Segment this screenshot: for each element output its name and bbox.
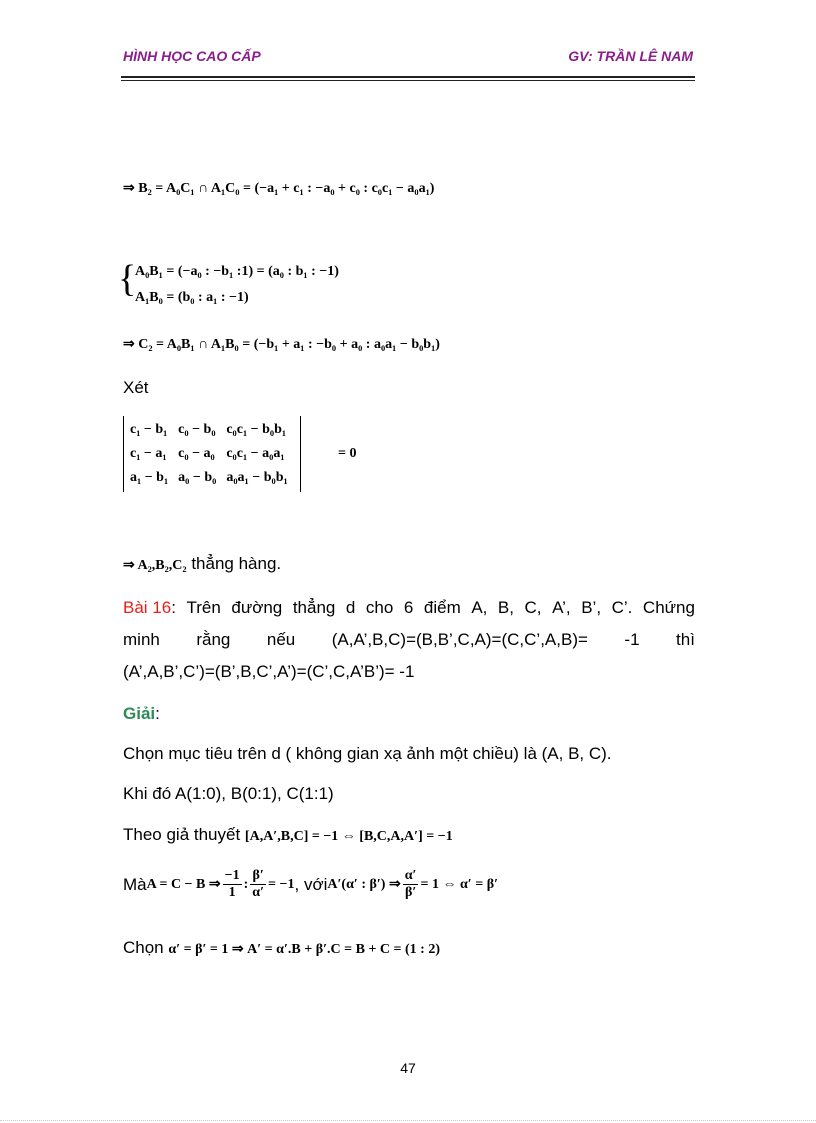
determinant-cell: c₁ − a₁ [130, 446, 167, 461]
xet-label: Xét [123, 378, 149, 397]
word: Chứng [642, 598, 695, 617]
word: rằng [196, 630, 231, 649]
word: đường [231, 598, 283, 617]
problem-line-2 [123, 624, 695, 656]
header-right-author: GV: TRẦN LÊ NAM [568, 48, 693, 64]
line4-text-1: Mà [123, 874, 147, 894]
solution-line-2: Khi đó A(1:0), B(0:1), C(1:1) [123, 784, 334, 803]
word: cho [365, 598, 394, 617]
word: A’, [552, 598, 571, 617]
fraction-2 [250, 868, 266, 901]
line5-text: Chọn [123, 938, 169, 957]
determinant-cell: a₁ − b₁ [130, 470, 169, 485]
page-number: 47 [400, 1060, 416, 1076]
line4-text-2: , với [294, 874, 328, 894]
header-rule-thick [121, 76, 695, 78]
problem-16 [123, 592, 695, 688]
line4-math-3: A′(α′ : β′) ⇒ [327, 877, 401, 892]
word: điểm [423, 598, 461, 617]
fraction-3-den: β′ [404, 885, 417, 900]
collinear-text: thẳng hàng. [186, 554, 282, 573]
line3-math: [A,A′,B,C] = −1 ⇔ [B,C,A,A′] = −1 [244, 829, 453, 844]
solution-line-5 [123, 938, 440, 958]
solution-line-4 [123, 868, 498, 901]
solution-title: Giải [123, 704, 156, 723]
line4-math-2: = −1 [268, 876, 295, 892]
frac-sep: : [243, 876, 249, 892]
fraction-2-den: α′ [252, 885, 265, 900]
line3-text: Theo giả thuyết [123, 825, 245, 844]
word: thẳng [292, 598, 336, 617]
system-line-2: A₁B₀ = (b₀ : a₁ : −1) [135, 290, 249, 305]
system-line-1: A₀B₁ = (−a₀ : −b₁ :1) = (a₀ : b₁ : −1) [135, 264, 339, 279]
problem-line-1 [123, 592, 695, 624]
determinant-cell: c₀c₁ − a₀a₁ [226, 446, 285, 461]
word: 6 [403, 598, 414, 617]
problem-colon: : [171, 598, 176, 617]
equation-c2: ⇒ C₂ = A₀B₁ ∩ A₁B₀ = (−b₁ + a₁ : −b₀ + a₀ : a₀a₁ − b₀b₁) [123, 337, 440, 352]
word: B’, [581, 598, 602, 617]
word: C’. [611, 598, 633, 617]
solution-line-1: Chọn mục tiêu trên d ( không gian xạ ảnh một chiều) là (A, B, C). [123, 744, 612, 763]
word: -1 [624, 630, 640, 649]
determinant-cell: c₀ − a₀ [178, 446, 215, 461]
system-brace: { [118, 258, 137, 300]
fraction-1-num: −1 [224, 868, 240, 883]
fraction-3-num: α′ [404, 868, 417, 883]
fraction-1-den: 1 [228, 885, 236, 900]
word: d [345, 598, 356, 617]
solution-line-3 [123, 825, 453, 845]
word: Trên [186, 598, 221, 617]
fraction-1 [223, 868, 242, 901]
word: A, [471, 598, 488, 617]
line4-math-4: = 1 ⇔ α′ = β′ [420, 876, 499, 892]
solution-colon: : [155, 704, 160, 723]
word: nếu [266, 630, 296, 649]
collinear-math: ⇒ A₂,B₂,C₂ [123, 558, 187, 573]
determinant-row [128, 466, 296, 490]
line4-math-1: A = C − B ⇒ [146, 877, 221, 892]
fraction-3 [403, 868, 419, 901]
determinant-cell: c₁ − b₁ [130, 422, 168, 437]
word: (A,A’,B,C)=(B,B’,C,A)=(C,C’,A,B)= [331, 630, 588, 649]
equation-b2: ⇒ B₂ = A₀C₁ ∩ A₁C₀ = (−a₁ + c₁ : −a₀ + c₀ : c₀c₁ − a₀a₁) [123, 181, 435, 196]
fraction-2-num: β′ [250, 868, 266, 885]
header-rule-thin [121, 80, 695, 81]
problem-label: Bài 16 [123, 598, 172, 617]
word: C, [524, 598, 542, 617]
page-bottom-divider [0, 1120, 816, 1121]
line5-math: α′ = β′ = 1 ⇒ A′ = α′.B + β′.C = B + C = (1 : 2) [168, 942, 441, 957]
word: B, [497, 598, 514, 617]
determinant-row [128, 418, 296, 442]
word: thì [676, 630, 695, 649]
problem-label-wrap [123, 592, 176, 624]
collinear-statement [123, 554, 281, 574]
word: minh [123, 630, 160, 649]
determinant-equals: = 0 [338, 446, 357, 461]
determinant-cell: c₀ − b₀ [178, 422, 216, 437]
determinant [123, 416, 301, 492]
determinant-row [128, 442, 296, 466]
determinant-cell: c₀c₁ − b₀b₁ [226, 422, 287, 437]
header-left-title: HÌNH HỌC CAO CẤP [123, 48, 261, 64]
solution-heading [123, 704, 160, 724]
determinant-cell: a₀ − b₀ [178, 470, 217, 485]
determinant-cell: a₀a₁ − b₀b₁ [226, 470, 288, 485]
problem-line-3: (A’,A,B’,C’)=(B’,B,C’,A’)=(C’,C,A’B’)= -1 [123, 662, 415, 681]
